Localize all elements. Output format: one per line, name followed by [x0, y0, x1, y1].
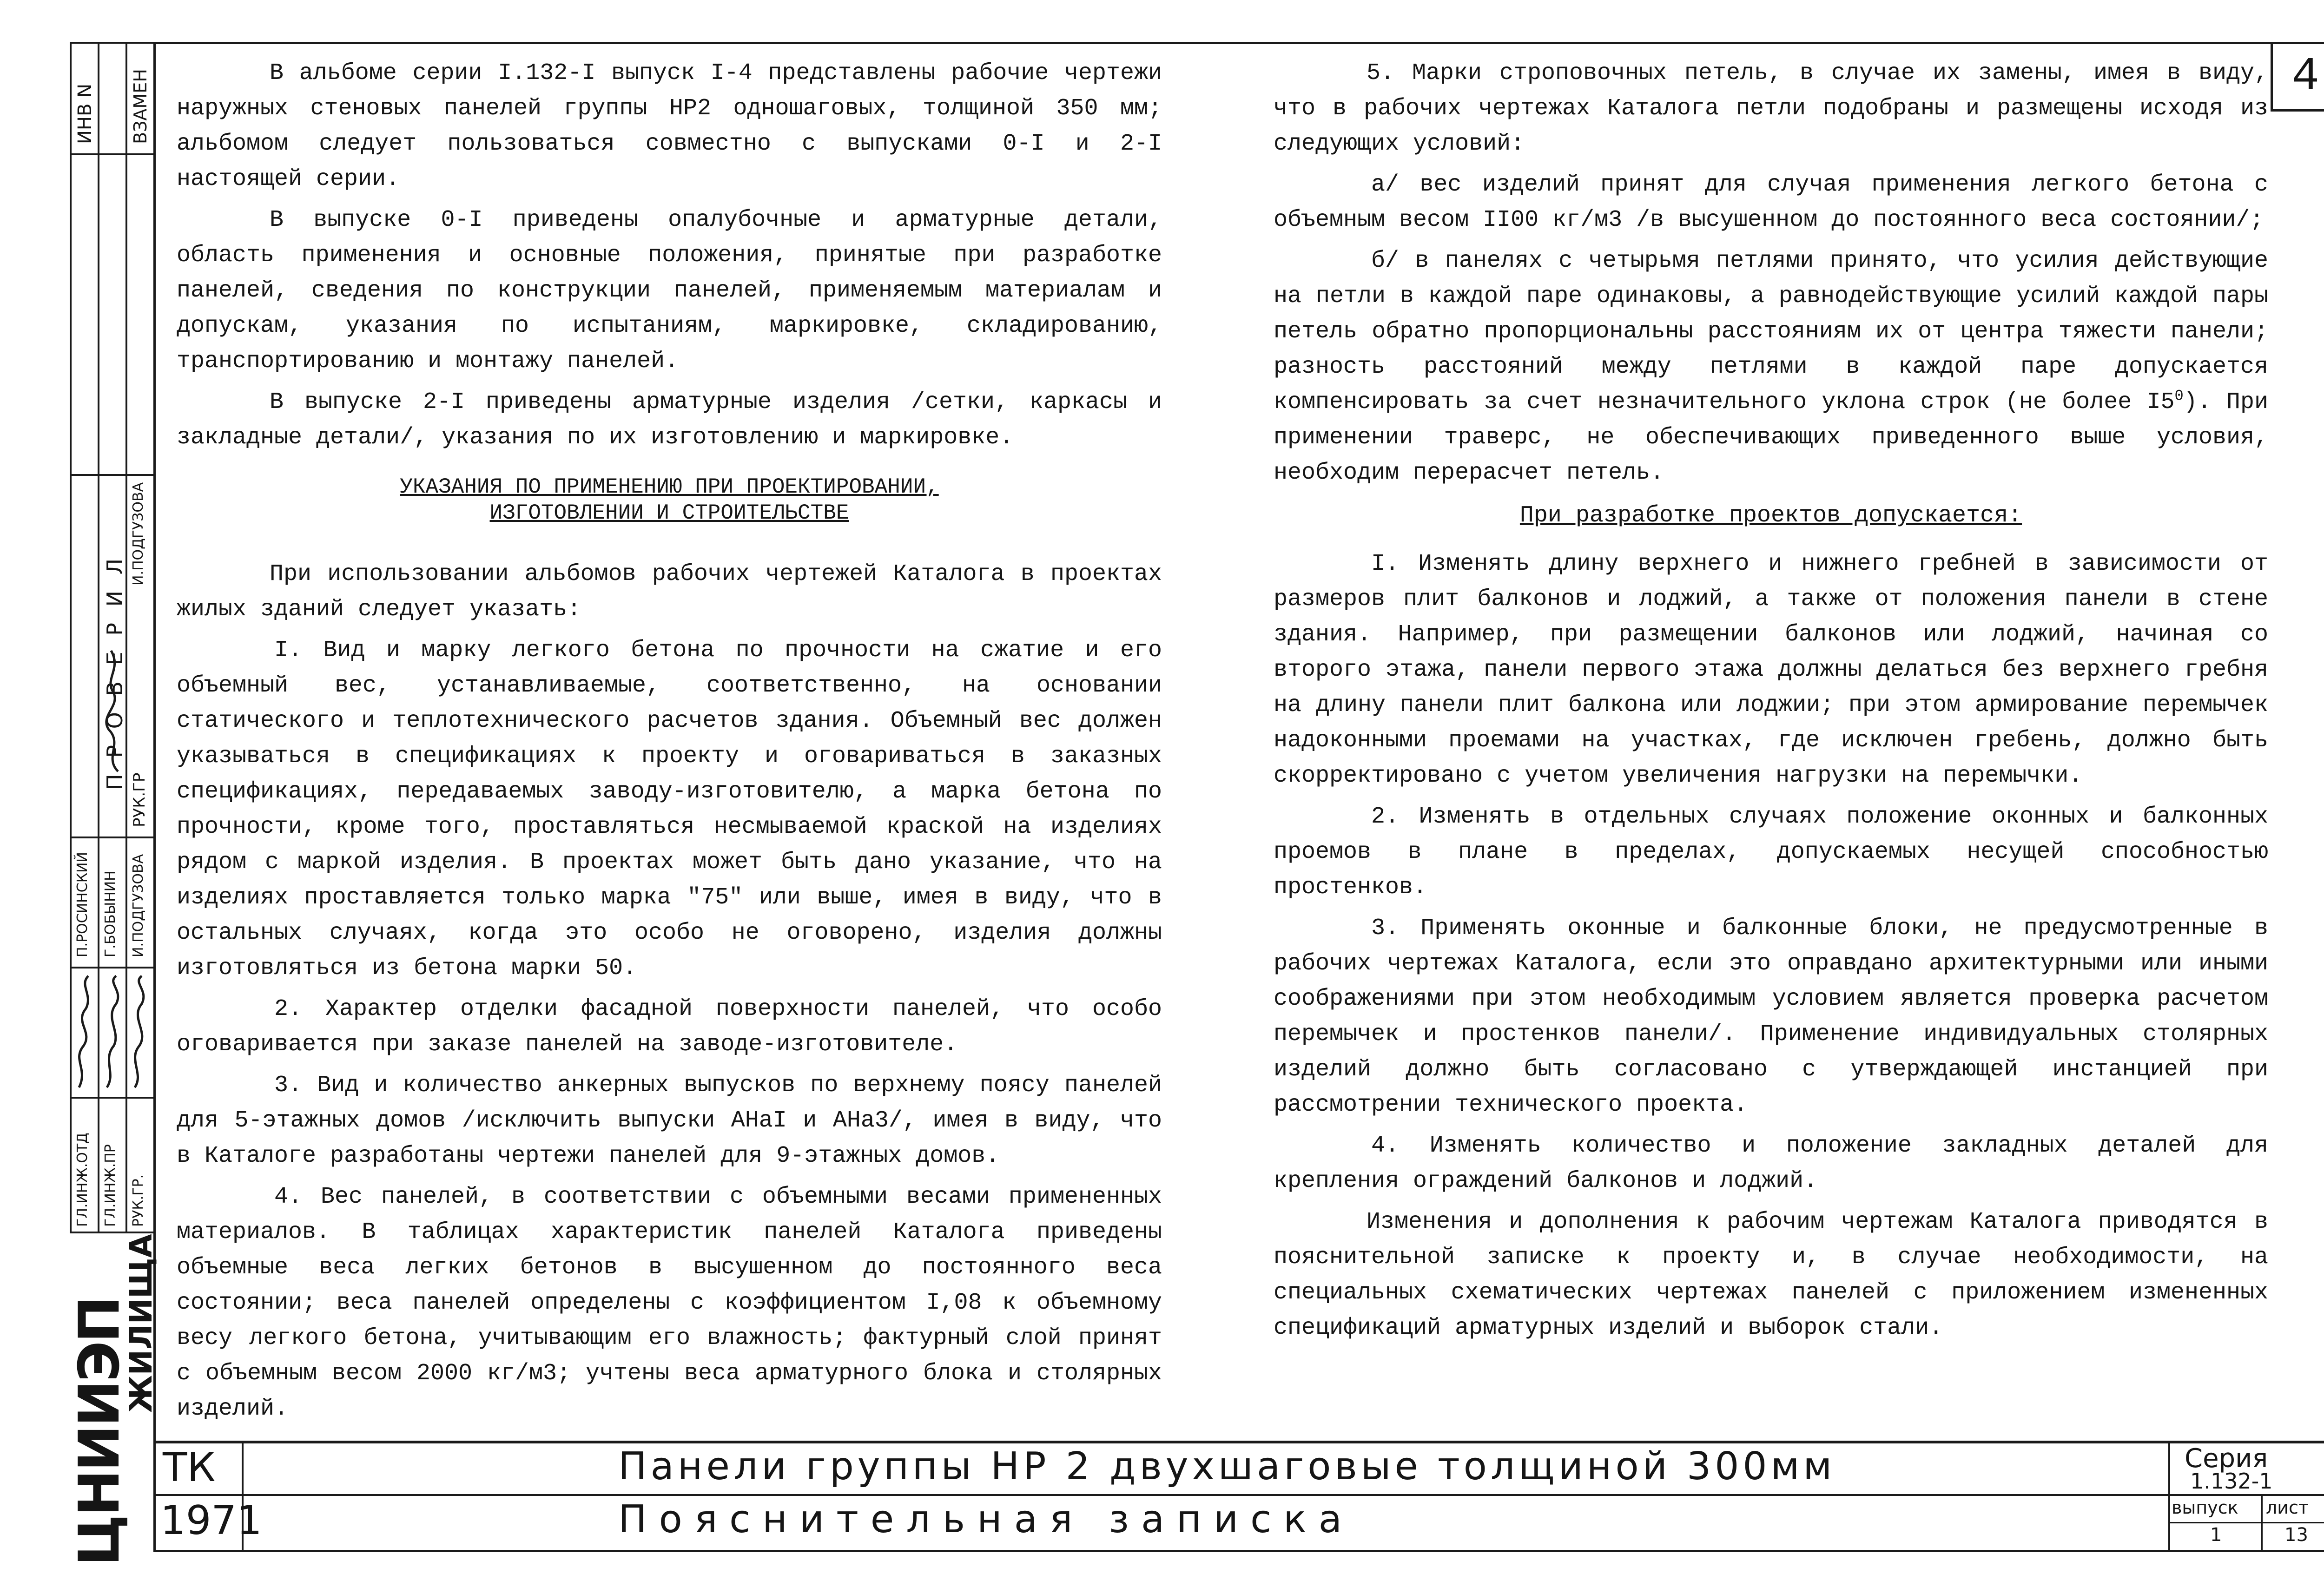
strip-hline-3: [70, 837, 153, 838]
strip-hline-5: [70, 1097, 153, 1099]
usage-item-4: 4. Вес панелей, в соответствии с объемными весами примененных материалов. В таблицах характеристик панелей Каталога приведены объемные веса легких бетонов в высушенном до постоянного веса состоянии; веса панелей определены с коэффициентом I,08 к объемному весу легкого бетона, учитывающим его влажность; фактурный слой принят с объемным весом 2000 кг/м3; учтены веса арматурного блока и столярных изделий.: [177, 1184, 1162, 1422]
intro-paragraph-1: В альбоме серии I.132-I выпуск I-4 представлены рабочие чертежи наружных стеновых панелей группы НР2 одношаговых, толщиной 350 мм; альбомом следует пользоваться совместно с выпусками 0-I и 2-I настоящей серии.: [177, 60, 1162, 192]
instructions-heading-line1: УКАЗАНИЯ ПО ПРИМЕНЕНИЮ ПРИ ПРОЕКТИРОВАНИИ,: [400, 475, 939, 499]
loops-item-b-end: ). При применении траверс, не обеспечивающих приведенного выше условия, необходим перерасчет петель.: [1274, 389, 2269, 486]
title-block-series-sep: [2168, 1441, 2170, 1552]
series-value: 1.132-1: [2190, 1469, 2273, 1494]
left-column: [177, 56, 1162, 1432]
vzamen-label: ВЗАМЕН: [130, 69, 151, 144]
series-label: Серия: [2185, 1443, 2268, 1474]
strip-hline-4: [70, 967, 153, 968]
intro-paragraph-2: В выпуске 0-I приведены опалубочные и арматурные детали, область применения и основные положения, принятые при разработке панелей, сведения по конструкции панелей, применяемым материалам и допускам, указания по испытаниям, маркировке, складированию, транспортированию и монтажу панелей.: [177, 207, 1162, 375]
right-column: [1274, 56, 2268, 1351]
role-gl-inzh-pr: ГЛ.ИНЖ.ПР: [102, 1144, 119, 1227]
drawing-subtitle: Пояснительная записка: [618, 1497, 1354, 1541]
changes-paragraph: Изменения и дополнения к рабочим чертежам Каталога приводятся в пояснительной записке к проекту и, в случае необходимости, на специальных схематических чертежах панелей с приложением измененных спецификаций арматурных изделий и выборок стали.: [1274, 1209, 2268, 1341]
degree-sup: 0: [2174, 387, 2184, 405]
drawing-title: Панели группы НР 2 двухшаговые толщиной 300мм: [618, 1444, 1836, 1489]
title-block-mid: [153, 1494, 2324, 1496]
loops-item-b-main: б/ в панелях с четырьмя петлями принято, что усилия действующие на петли в каждой паре одинаковы, а равнодействующие усилий каждой пары петель обратно пропорциональны расстояниям их от центра тяжести панели; разность расстояний между петлями в каждой паре допускается компенсировать за счет незначительного уклона строк (не более I5: [1274, 248, 2268, 415]
strip-hline-top: [70, 42, 153, 44]
loops-paragraph: 5. Марки строповочных петель, в случае их замены, имея в виду, что в рабочих чертежах Каталога петли подобраны и размещены исходя из следующих условий:: [1274, 60, 2268, 157]
usage-item-3: 3. Вид и количество анкерных выпусков по верхнему поясу панелей для 5-этажных домов /исключить выпуски АНаI и АНа3/, имея в виду, что в Каталоге разработаны чертежи панелей для 9-этажных домов.: [177, 1072, 1162, 1169]
title-code: ТК: [163, 1444, 216, 1491]
sheet-number-box: [2271, 42, 2324, 112]
allowed-item-3: 3. Применять оконные и балконные блоки, не предусмотренные в рабочих чертежах Каталога, если это оправдано архитектурными или иными соображениями при этом необходимым условием является проверка расчетом перемычек и простенков панели/. Применение индивидуальных столярных изделий должно быть согласовано с утверждающей инстанцией при рассмотрении технического проекта.: [1274, 915, 2268, 1118]
frame-bottom: [153, 1550, 2324, 1552]
top-name: И.ПОДГУЗОВА: [130, 482, 146, 586]
title-block-top: [153, 1441, 2324, 1443]
verified-label: П Р О В Е Р И Л: [102, 553, 127, 790]
role-ruk-gr: РУК.ГР.: [130, 1174, 146, 1227]
invn-label: ИНВ N: [74, 83, 96, 144]
issue-sheet-sep: [2261, 1494, 2263, 1552]
name-rosinsky: П.РОСИНСКИЙ: [74, 852, 91, 957]
usage-item-1: I. Вид и марку легкого бетона по прочности на сжатие и его объемный вес, устанавливаемые, соответственно, на основании статического и теплотехнического расчетов здания. Объемный вес должен указываться в спецификациях к проекту и оговариваться в заказных спецификациях, передаваемых заводу-изготовителю, а марка бетона по прочности, кроме того, проставляться несмываемой краской на изделиях рядом с маркой изделия. В проектах может быть дано указание, что на изделиях проставляется только марка "75" или выше, имея в виду, что в остальных случаях, когда это особо не оговорено, изделия должны изготовляться из бетона марки 50.: [177, 637, 1162, 982]
name-bobynin: Г.БОБЫНИН: [102, 870, 119, 957]
sheet-value: 13: [2284, 1524, 2308, 1546]
issue-value: 1: [2210, 1524, 2222, 1546]
issue-label: выпуск: [2172, 1497, 2238, 1518]
usage-intro: При использовании альбомов рабочих чертежей Каталога в проектах жилых зданий следует указать:: [177, 561, 1162, 623]
org-name: ЖИЛИЩА: [123, 1234, 159, 1413]
sheet-label: лист: [2266, 1497, 2309, 1518]
usage-item-2: 2. Характер отделки фасадной поверхности панелей, что особо оговаривается при заказе панелей на заводе-изготовителе.: [177, 996, 1162, 1058]
allowed-item-2: 2. Изменять в отдельных случаях положение оконных и балконных проемов в плане в пределах, допускаемых несущей способностью простенков.: [1274, 804, 2268, 901]
instructions-heading: [177, 474, 1162, 526]
role-gl-inzh-otd: ГЛ.ИНЖ.ОТД: [74, 1133, 91, 1227]
strip-hline-1: [70, 153, 153, 155]
loops-item-a: а/ вес изделий принят для случая применения легкого бетона с объемным весом II00 кг/м3 /в высушенном до постоянного веса состоянии/;: [1274, 171, 2268, 233]
allowed-item-1: I. Изменять длину верхнего и нижнего гребней в зависимости от размеров плит балконов и лоджий, а также от положения панели в стене здания. Например, при размещении балконов или лоджий, начиная со второго этажа, панели первого этажа должны делаться без верхнего гребня на длину панели плит балкона или лоджии; при этом армирование перемычек надоконными проемами на участках, где исключен гребень, должно быть скорректировано с учетом увеличения нагрузки на перемычки.: [1274, 551, 2268, 789]
top-role: РУК.ГР: [130, 772, 149, 827]
strip-hline-6: [70, 1232, 153, 1233]
loops-item-b: [1274, 244, 2268, 491]
allowed-subheading: При разработке проектов допускается:: [1519, 502, 2022, 529]
org-logo: ЦНИИЭП: [67, 1298, 132, 1566]
allowed-item-4: 4. Изменять количество и положение закладных деталей для крепления ограждений балконов и лоджий.: [1274, 1133, 2268, 1194]
intro-paragraph-3: В выпуске 2-I приведены арматурные изделия /сетки, каркасы и закладные детали/, указания по их изготовлению и маркировке.: [177, 389, 1162, 451]
instructions-heading-line2: ИЗГОТОВЛЕНИИ И СТРОИТЕЛЬСТВЕ: [489, 501, 849, 525]
verifier-signature: [99, 641, 125, 781]
title-year: 1971: [160, 1497, 262, 1544]
name-podguzova: И.ПОДГУЗОВА: [130, 854, 146, 957]
sheet-number: 4: [2291, 50, 2319, 103]
strip-hline-2: [70, 474, 153, 476]
frame-top: [153, 42, 2324, 44]
signatures: [70, 971, 153, 1092]
series-sub-line: [2168, 1522, 2324, 1523]
